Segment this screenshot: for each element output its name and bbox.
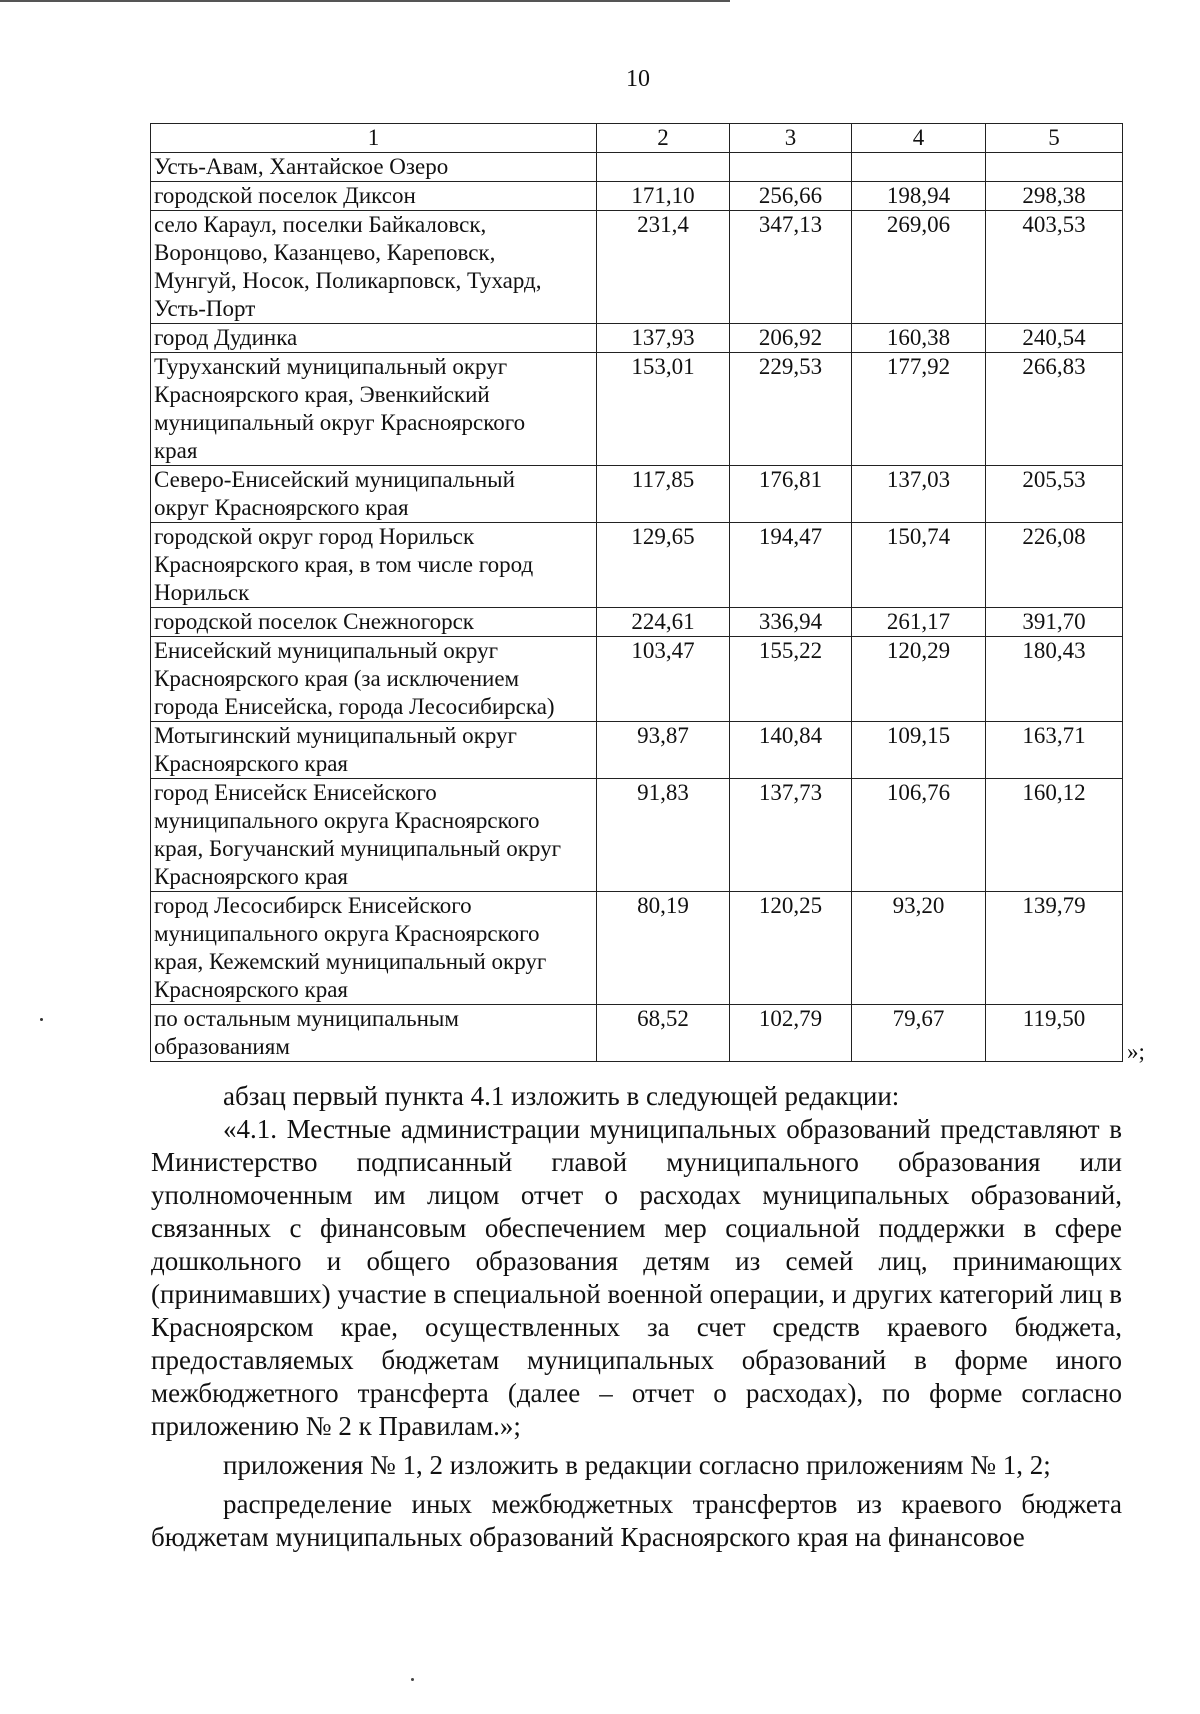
value-cell: 93,87 xyxy=(597,722,730,779)
value-cell: 206,92 xyxy=(730,324,852,353)
value-cell: 240,54 xyxy=(986,324,1123,353)
top-border-line xyxy=(0,0,730,2)
value-cell: 269,06 xyxy=(852,211,986,324)
value-cell: 224,61 xyxy=(597,608,730,637)
value-cell: 103,47 xyxy=(597,637,730,722)
value-cell: 391,70 xyxy=(986,608,1123,637)
value-cell: 229,53 xyxy=(730,353,852,466)
value-cell: 80,19 xyxy=(597,892,730,1005)
territory-name: Енисейский муниципальный округ Красноярского края (за исключением города Енисейска, города Лесосибирска) xyxy=(151,637,597,722)
value-cell: 180,43 xyxy=(986,637,1123,722)
value-cell: 155,22 xyxy=(730,637,852,722)
value-cell: 137,93 xyxy=(597,324,730,353)
paragraph: приложения № 1, 2 изложить в редакции согласно приложениям № 1, 2; xyxy=(223,1450,1051,1480)
paragraph: распределение иных межбюджетных трансфертов из краевого бюджета бюджетам муниципальных образований Красноярского края на финансовое xyxy=(151,1489,1122,1552)
value-cell: 347,13 xyxy=(730,211,852,324)
value-cell: 163,71 xyxy=(986,722,1123,779)
value-cell: 120,29 xyxy=(852,637,986,722)
territory-name: Северо-Енисейский муниципальный округ Красноярского края xyxy=(151,466,597,523)
value-cell: 153,01 xyxy=(597,353,730,466)
table-row xyxy=(151,182,1123,211)
value-cell: 298,38 xyxy=(986,182,1123,211)
value-cell: 106,76 xyxy=(852,779,986,892)
value-cell: 403,53 xyxy=(986,211,1123,324)
table-row xyxy=(151,324,1123,353)
value-cell: 109,15 xyxy=(852,722,986,779)
territory-name: Усть-Авам, Хантайское Озеро xyxy=(151,153,597,182)
value-cell: 140,84 xyxy=(730,722,852,779)
value-cell: 91,83 xyxy=(597,779,730,892)
margin-speck xyxy=(40,1018,43,1021)
closing-quote-mark: »; xyxy=(1127,1039,1145,1064)
table-header-row xyxy=(151,124,1123,153)
value-cell: 79,67 xyxy=(852,1005,986,1062)
value-cell: 171,10 xyxy=(597,182,730,211)
value-cell: 150,74 xyxy=(852,523,986,608)
value-cell: 205,53 xyxy=(986,466,1123,523)
table-row xyxy=(151,779,1123,892)
territory-name: город Лесосибирск Енисейского муниципального округа Красноярского края, Кежемский муниципальный округ Красноярского края xyxy=(151,892,597,1005)
value-cell: 93,20 xyxy=(852,892,986,1005)
territory-name: Туруханский муниципальный округ Красноярского края, Эвенкийский муниципальный округ Красноярского края xyxy=(151,353,597,466)
territory-name: городской поселок Снежногорск xyxy=(151,608,597,637)
value-cell: 137,03 xyxy=(852,466,986,523)
table-row xyxy=(151,353,1123,466)
bottom-speck xyxy=(411,1678,414,1681)
table-row xyxy=(151,608,1123,637)
table-row xyxy=(151,722,1123,779)
value-cell xyxy=(986,153,1123,182)
value-cell: 117,85 xyxy=(597,466,730,523)
territory-name: городской округ город Норильск Красноярского края, в том числе город Норильск xyxy=(151,523,597,608)
value-cell: 256,66 xyxy=(730,182,852,211)
territory-name: город Дудинка xyxy=(151,324,597,353)
paragraph: абзац первый пункта 4.1 изложить в следующей редакции: xyxy=(223,1081,900,1111)
table-row xyxy=(151,153,1123,182)
value-cell xyxy=(852,153,986,182)
value-cell: 177,92 xyxy=(852,353,986,466)
table-row xyxy=(151,466,1123,523)
territory-name: город Енисейск Енисейского муниципального округа Красноярского края, Богучанский муниципальный округ Красноярского края xyxy=(151,779,597,892)
paragraph: «4.1. Местные администрации муниципальных образований представляют в Министерство подписанный главой муниципального образования или уполномоченным им лицом отчет о расходах муниципальных образований, связанных с финансовым обеспечением мер социальной поддержки в сфере дошкольного и общего образования детям из семей лиц, принимающих (принимавших) участие в специальной военной операции, и других категорий лиц в Красноярском крае, осуществленных за счет средств краевого бюджета, предоставляемых бюджетам муниципальных образований в форме иного межбюджетного трансферта (далее – отчет о расходах), по форме согласно приложению № 2 к Правилам.»; xyxy=(151,1114,1122,1441)
column-header: 2 xyxy=(597,124,730,153)
territory-name: по остальным муниципальным образованиям xyxy=(151,1005,597,1062)
column-header: 4 xyxy=(852,124,986,153)
value-cell: 160,12 xyxy=(986,779,1123,892)
column-header: 1 xyxy=(151,124,597,153)
value-cell: 129,65 xyxy=(597,523,730,608)
table-row xyxy=(151,637,1123,722)
value-cell xyxy=(597,153,730,182)
body-text xyxy=(151,1080,1122,1554)
value-cell: 139,79 xyxy=(986,892,1123,1005)
table-row xyxy=(151,892,1123,1005)
value-cell: 102,79 xyxy=(730,1005,852,1062)
value-cell: 266,83 xyxy=(986,353,1123,466)
value-cell: 336,94 xyxy=(730,608,852,637)
value-cell: 176,81 xyxy=(730,466,852,523)
value-cell: 120,25 xyxy=(730,892,852,1005)
column-header: 5 xyxy=(986,124,1123,153)
column-header: 3 xyxy=(730,124,852,153)
value-cell xyxy=(730,153,852,182)
value-cell: 198,94 xyxy=(852,182,986,211)
table-row xyxy=(151,211,1123,324)
territory-name: село Караул, поселки Байкаловск, Воронцово, Казанцево, Кареповск, Мунгуй, Носок, Поликарповск, Тухард, Усть-Порт xyxy=(151,211,597,324)
page-number: 10 xyxy=(626,66,650,92)
table-row xyxy=(151,1005,1123,1062)
value-cell: 231,4 xyxy=(597,211,730,324)
value-cell: 226,08 xyxy=(986,523,1123,608)
value-cell: 137,73 xyxy=(730,779,852,892)
value-cell: 261,17 xyxy=(852,608,986,637)
territory-name: Мотыгинский муниципальный округ Красноярского края xyxy=(151,722,597,779)
value-cell: 194,47 xyxy=(730,523,852,608)
table-row xyxy=(151,523,1123,608)
allocation-table xyxy=(150,123,1123,1062)
value-cell: 160,38 xyxy=(852,324,986,353)
territory-name: городской поселок Диксон xyxy=(151,182,597,211)
value-cell: 119,50 xyxy=(986,1005,1123,1062)
value-cell: 68,52 xyxy=(597,1005,730,1062)
